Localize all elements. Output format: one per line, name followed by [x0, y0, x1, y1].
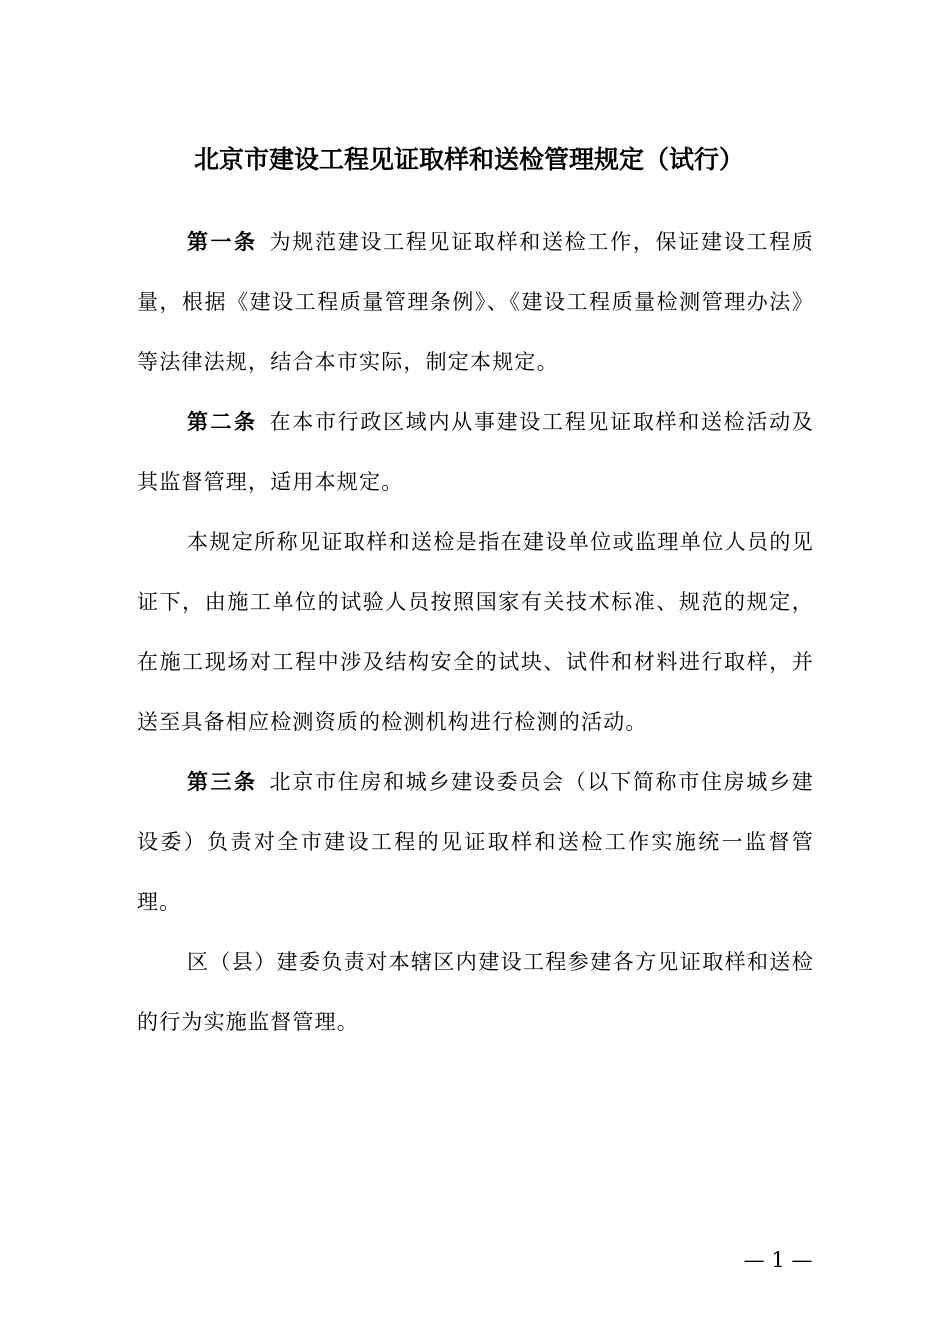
paragraph-article-3-district [137, 932, 814, 1052]
paragraph-text: 在本市行政区域内从事建设工程见证取样和送检活动及其监督管理，适用本规定。 [137, 410, 814, 494]
document-title: 北京市建设工程见证取样和送检管理规定（试行） [193, 145, 744, 174]
document-body [137, 212, 814, 1052]
paragraph-article-2 [137, 392, 814, 512]
paragraph-article-3 [137, 752, 814, 932]
paragraph-article-1 [137, 212, 814, 392]
paragraph-text: 北京市住房和城乡建设委员会（以下简称市住房城乡建设委）负责对全市建设工程的见证取样和送检工作实施统一监督管理。 [137, 770, 814, 914]
paragraph-text: 为规范建设工程见证取样和送检工作，保证建设工程质量，根据《建设工程质量管理条例》、《建设工程质量检测管理办法》等法律法规，结合本市实际，制定本规定。 [137, 230, 814, 374]
paragraph-article-2-definition [137, 512, 814, 752]
paragraph-text: 区（县）建委负责对本辖区内建设工程参建各方见证取样和送检的行为实施监督管理。 [137, 950, 814, 1034]
article-label: 第二条 [187, 410, 258, 434]
page-number: — 1 — [743, 1248, 813, 1272]
paragraph-text: 本规定所称见证取样和送检是指在建设单位或监理单位人员的见证下，由施工单位的试验人员按照国家有关技术标准、规范的规定，在施工现场对工程中涉及结构安全的试块、试件和材料进行取样，并送至具备相应检测资质的检测机构进行检测的活动。 [137, 530, 814, 734]
article-label: 第一条 [187, 230, 258, 254]
article-label: 第三条 [187, 770, 258, 794]
